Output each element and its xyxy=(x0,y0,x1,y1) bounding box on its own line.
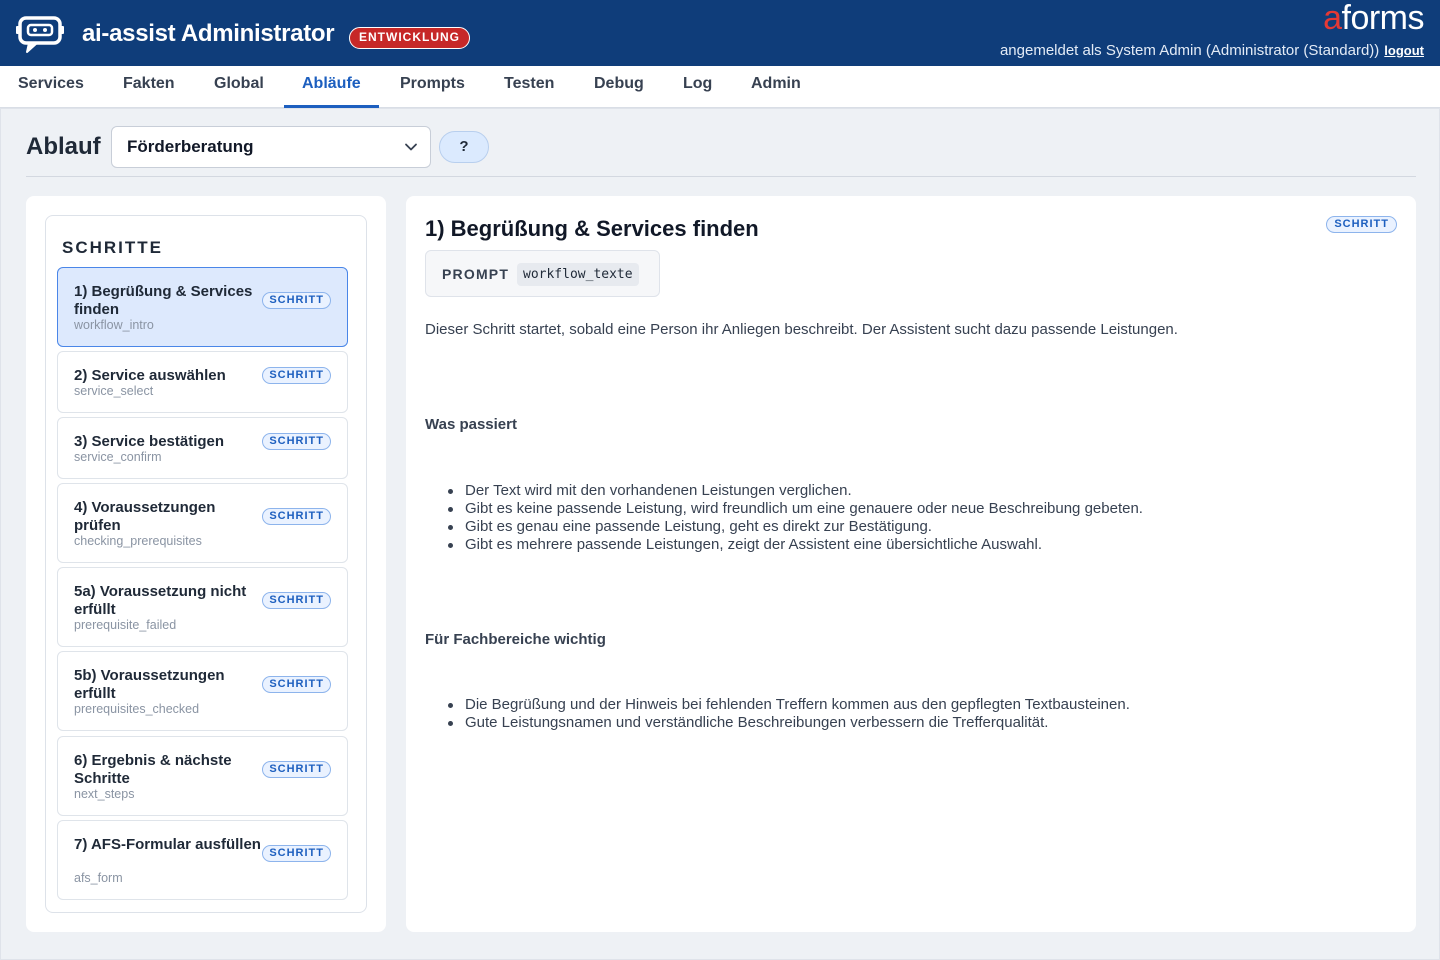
brand-logo-accent: a xyxy=(1323,0,1342,37)
step-badge: SCHRITT xyxy=(262,433,331,450)
environment-badge: ENTWICKLUNG xyxy=(349,27,470,49)
prompt-label: PROMPT xyxy=(442,266,510,282)
step-title: 5a) Voraussetzung nicht erfüllt xyxy=(74,583,247,618)
step-badge: SCHRITT xyxy=(262,676,331,693)
step-title: 5b) Voraussetzungen erfüllt xyxy=(74,667,225,702)
step-item-next-steps[interactable] xyxy=(57,736,348,816)
list-item: Gibt es genau eine passende Leistung, geht es direkt zur Bestätigung. xyxy=(465,518,1385,536)
steps-panel xyxy=(26,196,386,932)
list-item: Der Text wird mit den vorhandenen Leistungen verglichen. xyxy=(465,482,1385,500)
chevron-down-icon xyxy=(404,140,418,154)
steps-heading: SCHRITTE xyxy=(62,238,163,257)
step-item-service-select[interactable] xyxy=(57,351,348,413)
step-badge: SCHRITT xyxy=(262,761,331,778)
prompt-value: workflow_texte xyxy=(517,263,639,286)
step-item-workflow-intro[interactable] xyxy=(57,267,348,347)
page-title: Ablauf xyxy=(26,133,101,160)
step-id: prerequisites_checked xyxy=(74,702,200,716)
logout-link[interactable]: logout xyxy=(1384,43,1424,58)
step-item-service-confirm[interactable] xyxy=(57,417,348,479)
list-item: Gute Leistungsnamen und verständliche Beschreibungen verbessern die Trefferqualität. xyxy=(465,714,1385,732)
step-title: 3) Service bestätigen xyxy=(74,433,225,450)
step-description: Dieser Schritt startet, sobald eine Person ihr Anliegen beschreibt. Der Assistent sucht dazu passende Leistungen. xyxy=(425,321,1178,338)
robot-chat-icon xyxy=(15,13,65,55)
step-title: 4) Voraussetzungen prüfen xyxy=(74,499,216,534)
tab-ablaeufe[interactable]: Abläufe xyxy=(284,66,379,108)
step-item-prerequisite-failed[interactable] xyxy=(57,567,348,647)
top-header xyxy=(0,0,1440,66)
step-item-afs-form[interactable] xyxy=(57,820,348,900)
main-content xyxy=(0,108,1440,960)
list-item: Die Begrüßung und der Hinweis bei fehlenden Treffern kommen aus den gepflegten Textbausteinen. xyxy=(465,696,1385,714)
step-type-badge: SCHRITT xyxy=(1326,216,1397,233)
flow-select[interactable] xyxy=(111,126,431,168)
step-badge: SCHRITT xyxy=(262,292,331,309)
section-heading-was-passiert: Was passiert xyxy=(425,416,517,433)
list-item: Gibt es keine passende Leistung, wird freundlich um eine genauere oder neue Beschreibung gebeten. xyxy=(465,500,1385,518)
step-title: 6) Ergebnis & nächste Schritte xyxy=(74,752,232,787)
tab-services[interactable]: Services xyxy=(18,75,84,92)
step-id: prerequisite_failed xyxy=(74,618,177,632)
tab-log[interactable]: Log xyxy=(683,75,713,92)
main-nav xyxy=(0,66,1440,108)
tab-global[interactable]: Global xyxy=(214,75,264,92)
step-id: service_select xyxy=(74,384,154,398)
tab-testen[interactable]: Testen xyxy=(504,75,555,92)
step-badge: SCHRITT xyxy=(262,508,331,525)
step-badge: SCHRITT xyxy=(262,845,331,862)
step-item-checking-prerequisites[interactable] xyxy=(57,483,348,563)
user-info xyxy=(1000,42,1424,59)
tab-debug[interactable]: Debug xyxy=(594,75,644,92)
help-button[interactable]: ? xyxy=(439,131,489,163)
app-title: ai-assist Administrator xyxy=(82,20,335,47)
step-badge: SCHRITT xyxy=(262,367,331,384)
divider xyxy=(26,176,1416,177)
fachbereiche-list xyxy=(465,696,1385,732)
step-title: 2) Service auswählen xyxy=(74,367,226,384)
section-heading-fachbereiche: Für Fachbereiche wichtig xyxy=(425,631,606,648)
tab-fakten[interactable]: Fakten xyxy=(123,75,175,92)
step-id: next_steps xyxy=(74,787,135,801)
steps-list-box[interactable] xyxy=(45,215,367,913)
step-detail-title: 1) Begrüßung & Services finden xyxy=(425,216,759,241)
step-id: service_confirm xyxy=(74,450,162,464)
flow-select-value: Förderberatung xyxy=(127,137,254,156)
step-id: checking_prerequisites xyxy=(74,534,202,548)
step-title: 7) AFS-Formular ausfüllen xyxy=(74,836,261,853)
step-badge: SCHRITT xyxy=(262,592,331,609)
tab-admin[interactable]: Admin xyxy=(751,75,801,92)
brand-logo xyxy=(1323,0,1424,36)
step-item-prerequisites-checked[interactable] xyxy=(57,651,348,731)
tab-prompts[interactable]: Prompts xyxy=(400,75,465,92)
step-id: afs_form xyxy=(74,871,123,885)
was-passiert-list xyxy=(465,482,1385,554)
prompt-reference xyxy=(425,250,660,297)
step-id: workflow_intro xyxy=(74,318,154,332)
user-info-text: angemeldet als System Admin (Administrator (Standard)) xyxy=(999,42,1380,59)
step-title: 1) Begrüßung & Services finden xyxy=(74,283,253,318)
list-item: Gibt es mehrere passende Leistungen, zeigt der Assistent eine übersichtliche Auswahl. xyxy=(465,536,1385,554)
step-detail-panel xyxy=(406,196,1416,932)
brand-logo-text: forms xyxy=(1341,0,1424,37)
